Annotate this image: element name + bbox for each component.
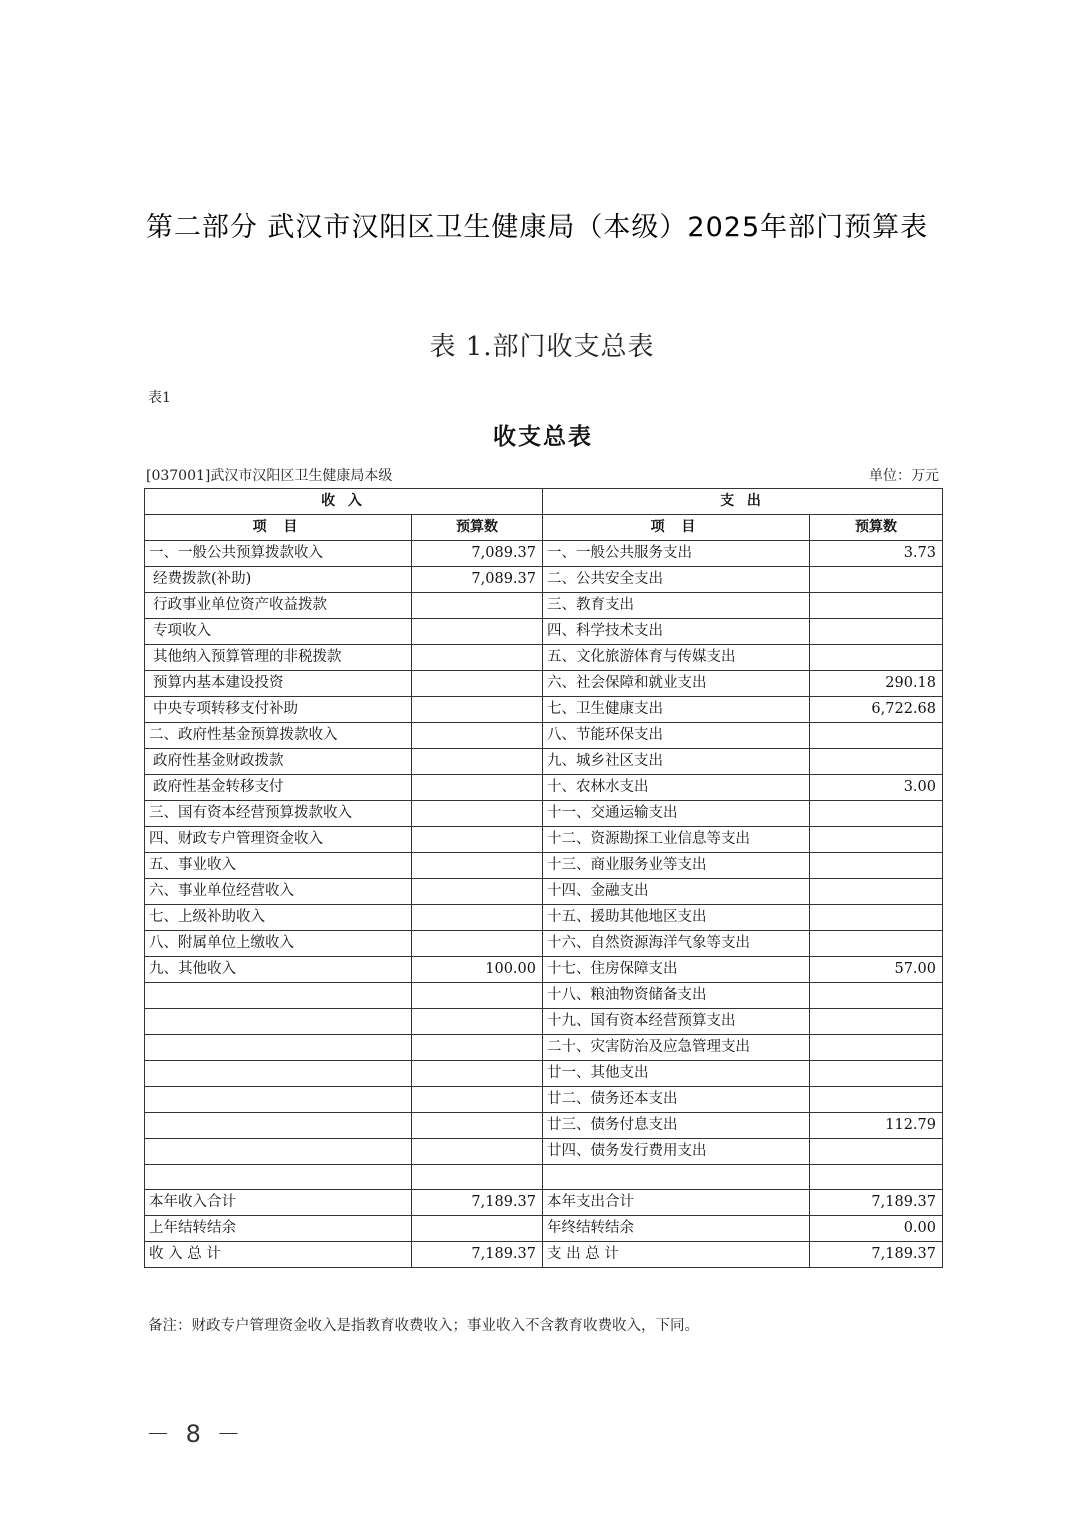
expense-value-cell — [810, 827, 943, 853]
income-item-cell: 政府性基金财政拨款 — [145, 749, 412, 775]
income-value-cell: 7,189.37 — [412, 1242, 543, 1268]
expense-item-cell: 十九、国有资本经营预算支出 — [543, 1009, 810, 1035]
table-row — [145, 619, 943, 645]
income-item-cell: 收 入 总 计 — [145, 1242, 412, 1268]
expense-value-cell — [810, 1087, 943, 1113]
income-item-cell: 本年收入合计 — [145, 1190, 412, 1216]
expense-value-cell: 290.18 — [810, 671, 943, 697]
income-item-cell: 九、其他收入 — [145, 957, 412, 983]
expense-value-cell: 3.00 — [810, 775, 943, 801]
income-item-cell — [145, 1009, 412, 1035]
table-row — [145, 957, 943, 983]
table-row — [145, 1165, 943, 1190]
income-item-cell: 行政事业单位资产收益拨款 — [145, 593, 412, 619]
page-number: － 8 － — [146, 1420, 245, 1448]
table-row — [145, 983, 943, 1009]
income-item-cell: 七、上级补助收入 — [145, 905, 412, 931]
expense-value-cell: 0.00 — [810, 1216, 943, 1242]
income-item-header: 项 目 — [145, 515, 412, 541]
expense-value-cell — [810, 1035, 943, 1061]
income-value-cell: 100.00 — [412, 957, 543, 983]
expense-item-cell: 十三、商业服务业等支出 — [543, 853, 810, 879]
footnote: 备注：财政专户管理资金收入是指教育收费收入；事业收入不含教育收费收入，下同。 — [148, 1318, 699, 1334]
table-row — [145, 1087, 943, 1113]
expense-item-cell: 十二、资源勘探工业信息等支出 — [543, 827, 810, 853]
income-value-cell — [412, 879, 543, 905]
income-item-cell: 专项收入 — [145, 619, 412, 645]
table-row — [145, 593, 943, 619]
income-value-cell — [412, 1087, 543, 1113]
income-value-cell — [412, 1009, 543, 1035]
table-row — [145, 671, 943, 697]
expense-item-cell: 七、卫生健康支出 — [543, 697, 810, 723]
table-number: 表1 — [148, 390, 171, 406]
income-item-cell: 四、财政专户管理资金收入 — [145, 827, 412, 853]
income-item-cell: 其他纳入预算管理的非税拨款 — [145, 645, 412, 671]
table-title: 表 1.部门收支总表 — [429, 332, 655, 362]
income-value-cell — [412, 1165, 543, 1190]
expense-item-cell: 六、社会保障和就业支出 — [543, 671, 810, 697]
expense-value-cell — [810, 905, 943, 931]
table-row — [145, 541, 943, 567]
income-value-cell: 7,089.37 — [412, 541, 543, 567]
table-row — [145, 931, 943, 957]
expense-value-cell — [810, 1009, 943, 1035]
income-item-cell: 预算内基本建设投资 — [145, 671, 412, 697]
income-value-cell — [412, 723, 543, 749]
income-header: 收 入 — [145, 489, 543, 515]
expense-value-cell — [810, 1061, 943, 1087]
expense-item-cell: 廿一、其他支出 — [543, 1061, 810, 1087]
expense-item-cell: 二十、灾害防治及应急管理支出 — [543, 1035, 810, 1061]
expense-value-cell — [810, 931, 943, 957]
expense-value-cell: 7,189.37 — [810, 1242, 943, 1268]
table-row — [145, 1139, 943, 1165]
table-body — [145, 541, 943, 1268]
income-value-cell — [412, 697, 543, 723]
income-value-cell: 7,189.37 — [412, 1190, 543, 1216]
income-value-cell — [412, 801, 543, 827]
budget-table — [144, 488, 943, 1268]
income-item-cell — [145, 983, 412, 1009]
income-item-cell — [145, 1087, 412, 1113]
table-row — [145, 827, 943, 853]
org-name: [037001]武汉市汉阳区卫生健康局本级 — [146, 468, 393, 484]
income-item-cell: 经费拨款(补助) — [145, 567, 412, 593]
expense-value-cell: 7,189.37 — [810, 1190, 943, 1216]
expense-item-cell: 廿二、债务还本支出 — [543, 1087, 810, 1113]
table-row — [145, 853, 943, 879]
table-row — [145, 645, 943, 671]
expense-value-cell — [810, 645, 943, 671]
income-item-cell: 中央专项转移支付补助 — [145, 697, 412, 723]
income-value-cell — [412, 671, 543, 697]
income-value-cell — [412, 827, 543, 853]
expense-item-header: 项 目 — [543, 515, 810, 541]
income-item-cell: 一、一般公共预算拨款收入 — [145, 541, 412, 567]
table-row — [145, 1216, 943, 1242]
income-value-cell — [412, 931, 543, 957]
table-row — [145, 879, 943, 905]
income-value-cell — [412, 619, 543, 645]
table-row — [145, 1190, 943, 1216]
income-value-cell — [412, 1216, 543, 1242]
expense-value-cell — [810, 983, 943, 1009]
expense-item-cell: 三、教育支出 — [543, 593, 810, 619]
expense-value-cell: 112.79 — [810, 1113, 943, 1139]
income-value-cell: 7,089.37 — [412, 567, 543, 593]
income-budget-header: 预算数 — [412, 515, 543, 541]
income-value-cell — [412, 983, 543, 1009]
expense-item-cell: 廿四、债务发行费用支出 — [543, 1139, 810, 1165]
income-item-cell — [145, 1061, 412, 1087]
expense-item-cell: 十一、交通运输支出 — [543, 801, 810, 827]
income-value-cell — [412, 1061, 543, 1087]
table-row — [145, 1061, 943, 1087]
income-value-cell — [412, 593, 543, 619]
table-row — [145, 567, 943, 593]
expense-value-cell — [810, 1165, 943, 1190]
income-item-cell: 三、国有资本经营预算拨款收入 — [145, 801, 412, 827]
expense-value-cell — [810, 801, 943, 827]
expense-budget-header: 预算数 — [810, 515, 943, 541]
expense-value-cell: 57.00 — [810, 957, 943, 983]
income-item-cell: 上年结转结余 — [145, 1216, 412, 1242]
income-value-cell — [412, 1113, 543, 1139]
expense-item-cell: 一、一般公共服务支出 — [543, 541, 810, 567]
table-row — [145, 1035, 943, 1061]
expense-item-cell: 四、科学技术支出 — [543, 619, 810, 645]
income-item-cell: 八、附属单位上缴收入 — [145, 931, 412, 957]
table-subheader-row — [145, 515, 943, 541]
expense-item-cell: 八、节能环保支出 — [543, 723, 810, 749]
expense-item-cell: 廿三、债务付息支出 — [543, 1113, 810, 1139]
income-item-cell: 六、事业单位经营收入 — [145, 879, 412, 905]
expense-item-cell: 十四、金融支出 — [543, 879, 810, 905]
income-value-cell — [412, 645, 543, 671]
income-item-cell — [145, 1139, 412, 1165]
expense-header: 支 出 — [543, 489, 943, 515]
table-row — [145, 905, 943, 931]
expense-item-cell: 十八、粮油物资储备支出 — [543, 983, 810, 1009]
expense-item-cell: 本年支出合计 — [543, 1190, 810, 1216]
expense-item-cell: 支 出 总 计 — [543, 1242, 810, 1268]
unit-label: 单位：万元 — [869, 468, 939, 484]
expense-value-cell — [810, 853, 943, 879]
expense-item-cell: 二、公共安全支出 — [543, 567, 810, 593]
table-row — [145, 775, 943, 801]
income-item-cell: 政府性基金转移支付 — [145, 775, 412, 801]
table-row — [145, 1113, 943, 1139]
expense-value-cell — [810, 567, 943, 593]
income-value-cell — [412, 905, 543, 931]
income-value-cell — [412, 853, 543, 879]
expense-value-cell — [810, 723, 943, 749]
table-row — [145, 697, 943, 723]
table-row — [145, 801, 943, 827]
table-row — [145, 1009, 943, 1035]
income-item-cell — [145, 1113, 412, 1139]
expense-value-cell: 3.73 — [810, 541, 943, 567]
income-item-cell: 二、政府性基金预算拨款收入 — [145, 723, 412, 749]
income-value-cell — [412, 1035, 543, 1061]
expense-value-cell — [810, 879, 943, 905]
part-title: 第二部分 武汉市汉阳区卫生健康局（本级）2025年部门预算表 — [145, 212, 929, 243]
income-value-cell — [412, 749, 543, 775]
expense-value-cell: 6,722.68 — [810, 697, 943, 723]
table-header-row — [145, 489, 943, 515]
expense-value-cell — [810, 1139, 943, 1165]
income-item-cell — [145, 1035, 412, 1061]
expense-item-cell: 十七、住房保障支出 — [543, 957, 810, 983]
table-row — [145, 723, 943, 749]
table-row — [145, 1242, 943, 1268]
expense-value-cell — [810, 749, 943, 775]
income-item-cell: 五、事业收入 — [145, 853, 412, 879]
income-item-cell — [145, 1165, 412, 1190]
income-value-cell — [412, 775, 543, 801]
sheet-title: 收支总表 — [493, 424, 593, 450]
income-value-cell — [412, 1139, 543, 1165]
expense-item-cell: 五、文化旅游体育与传媒支出 — [543, 645, 810, 671]
expense-item-cell: 十五、援助其他地区支出 — [543, 905, 810, 931]
table-row — [145, 749, 943, 775]
expense-item-cell: 年终结转结余 — [543, 1216, 810, 1242]
expense-item-cell — [543, 1165, 810, 1190]
expense-item-cell: 十六、自然资源海洋气象等支出 — [543, 931, 810, 957]
expense-item-cell: 十、农林水支出 — [543, 775, 810, 801]
expense-item-cell: 九、城乡社区支出 — [543, 749, 810, 775]
expense-value-cell — [810, 593, 943, 619]
expense-value-cell — [810, 619, 943, 645]
